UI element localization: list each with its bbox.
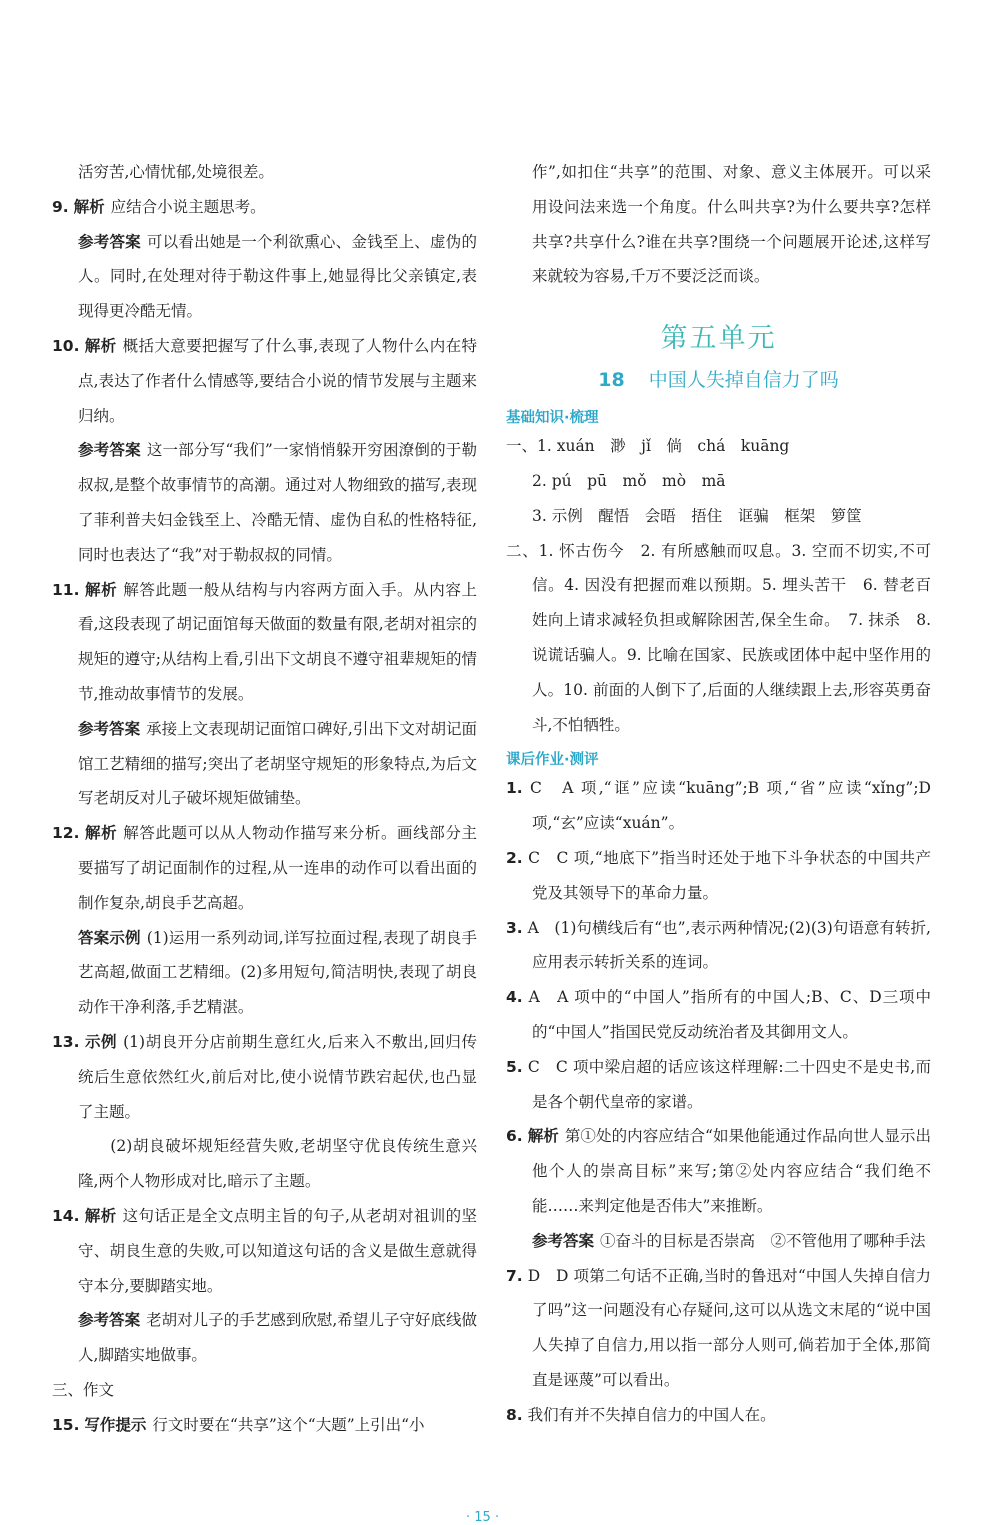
section-heading-basic: 基础知识·梳理 — [506, 410, 599, 427]
paragraph — [52, 1408, 477, 1443]
paragraph-text: C A 项,“诓”应读“kuāng”;B 项,“省”应读“xǐng”;D 项,“玄”应读“xuán”。 — [530, 779, 931, 833]
paragraph-text: (1)胡良开分店前期生意红火,后来入不敷出,回归传统后生意依然红火,前后对比,使小说情节跌宕起伏,也凸显了主题。 — [78, 1032, 477, 1121]
answer-label: 解析 — [73, 197, 105, 216]
paragraph — [506, 1224, 931, 1259]
paragraph-text: 概括大意要把握写了什么事,表现了人物什么内在特点,表达了作者什么情感等,要结合小说的情节发展与主题来归纳。 — [78, 336, 477, 425]
paragraph-text: 老胡对儿子的手艺感到欣慰,希望儿子守好底线做人,脚踏实地做事。 — [78, 1311, 477, 1365]
answer-label: 解析 — [85, 824, 118, 843]
paragraph-text: C C 项中梁启超的话应该这样理解:二十四史不是史书,而是各个朝代皇帝的家谱。 — [527, 1057, 931, 1111]
paragraph — [52, 1373, 477, 1408]
paragraph — [506, 980, 931, 1050]
section-heading-homework: 课后作业·测评 — [506, 752, 599, 769]
right-mid-block — [506, 429, 931, 742]
item-number: 9. — [52, 197, 69, 216]
item-number: 6. — [506, 1127, 523, 1146]
paragraph-text: 应结合小说主题思考。 — [110, 197, 266, 216]
paragraph — [52, 1303, 477, 1373]
answer-label: 解析 — [85, 580, 118, 599]
answer-label: 解析 — [84, 1206, 117, 1225]
paragraph-text: (2)胡良破坏规矩经营失败,老胡坚守优良传统生意兴隆,两个人物形成对比,暗示了主题。 — [78, 1137, 477, 1191]
answer-label: 参考答案 — [78, 1311, 141, 1330]
answer-label: 写作提示 — [84, 1415, 147, 1434]
answer-label: 参考答案 — [532, 1231, 595, 1250]
paragraph-text: 活穷苦,心情忧郁,处境很差。 — [78, 163, 274, 181]
paragraph-text: 我们有并不失掉自信力的中国人在。 — [527, 1405, 776, 1424]
paragraph-text: 行文时要在“共享”这个“大题”上引出“小 — [152, 1415, 425, 1434]
lesson-number: 18 — [598, 369, 625, 392]
paragraph-text: 解答此题一般从结构与内容两方面入手。从内容上看,这段表现了胡记面馆每天做面的数量有限,老胡对祖宗的规矩的遵守;从结构上看,引出下文胡良不遵守祖辈规矩的情节,推动故事情节的发展。 — [78, 580, 477, 703]
paragraph-text: A A 项中的“中国人”指所有的中国人;B、C、D三项中的“中国人”指国民党反动统治者及其御用文人。 — [528, 988, 931, 1041]
lesson-name: 中国人失掉自信力了吗 — [648, 369, 839, 392]
unit-title: 第五单元 — [660, 323, 777, 355]
paragraph-text: 第①处的内容应结合“如果他能通过作品向世人显示出他个人的崇高目标”来写;第②处内容应结合“我们绝不能……来判定他是否伟大”来推断。 — [532, 1127, 931, 1215]
paragraph — [52, 921, 477, 1025]
item-number: 13. — [52, 1032, 80, 1051]
item-number: 3. — [506, 918, 523, 937]
answer-label: 解析 — [527, 1127, 559, 1146]
item-number: 8. — [506, 1405, 523, 1424]
paragraph — [52, 225, 477, 329]
paragraph-text: 3. 示例 醒悟 会晤 捂住 诓骗 框架 箩筐 — [532, 506, 862, 525]
paragraph-text: 解答此题可以从人物动作描写来分析。画线部分主要描写了胡记面制作的过程,从一连串的动作可以看出面的制作复杂,胡良手艺高超。 — [78, 824, 477, 912]
paragraph-text: C C 项,“地底下”指当时还处于地下斗争状态的中国共产党及其领导下的革命力量。 — [528, 848, 931, 902]
answer-label: 参考答案 — [78, 232, 141, 251]
item-number: 11. — [52, 580, 80, 599]
paragraph — [52, 433, 477, 572]
paragraph-text: 2. pú pū mǒ mò mā — [532, 471, 726, 490]
paragraph — [52, 155, 477, 190]
paragraph — [506, 1259, 931, 1398]
item-number: 1. — [506, 779, 523, 798]
paragraph — [52, 329, 477, 433]
paragraph-text: 三、作文 — [52, 1380, 115, 1399]
paragraph — [506, 499, 931, 534]
item-number: 12. — [52, 824, 80, 843]
page-number: · 15 · — [466, 1510, 500, 1525]
paragraph-text: (1)运用一系列动词,详写拉面过程,表现了胡良手艺高超,做面工艺精细。(2)多用短句,简洁明快,表现了胡良动作干净利落,手艺精湛。 — [78, 928, 477, 1017]
lesson-title — [506, 365, 931, 392]
paragraph — [506, 464, 931, 499]
answer-label: 参考答案 — [78, 719, 141, 738]
paragraph-text: ①奋斗的目标是否崇高 ②不管他用了哪种手法 — [600, 1231, 926, 1250]
paragraph — [506, 534, 931, 743]
paragraph-text: 一、1. xuán 渺 jǐ 倘 chá kuāng — [506, 437, 790, 456]
paragraph — [506, 841, 931, 911]
paragraph — [506, 429, 931, 464]
answer-label: 参考答案 — [78, 441, 141, 460]
paragraph — [52, 1129, 477, 1199]
right-column — [506, 155, 931, 1433]
right-bottom-block — [506, 771, 931, 1432]
paragraph — [506, 911, 931, 981]
item-number: 4. — [506, 988, 523, 1007]
item-number: 14. — [52, 1206, 80, 1225]
paragraph-text: 这句话正是全文点明主旨的句子,从老胡对祖训的坚守、胡良生意的失败,可以知道这句话的含义是做生意就得守本分,要脚踏实地。 — [78, 1206, 477, 1295]
paragraph-text: 作”,如扣住“共享”的范围、对象、意义主体展开。可以采用设问法来选一个角度。什么叫共享?为什么要共享?怎样共享?共享什么?谁在共享?围绕一个问题展开论述,这样写来就较为容易,千万不要泛泛而谈。 — [532, 163, 931, 286]
paragraph-text: 可以看出她是一个利欲熏心、金钱至上、虚伪的人。同时,在处理对待于勒这件事上,她显得比父亲镇定,表现得更冷酷无情。 — [78, 232, 477, 321]
paragraph-text: A (1)句横线后有“也”,表示两种情况;(2)(3)句语意有转折,应用表示转折关系的连词。 — [527, 918, 931, 972]
paragraph-text: 二、1. 怀古伤今 2. 有所感触而叹息。3. 空而不切实,不可信。4. 因没有把握而难以预期。5. 埋头苦干 6. 替老百姓向上请求减轻负担或解除困苦,保全生命。 7. 抹杀 8. 说谎话骗人。9. 比喻在国家、民族或团体中起中坚作用的人。10. 前面的人倒下了,后面的人继续跟上去,形容英勇奋斗,不怕牺牲。 — [506, 541, 931, 734]
paragraph-text: 这一部分写“我们”一家悄悄躲开穷困潦倒的于勒叔叔,是整个故事情节的高潮。通过对人物细致的描写,表现了菲利普夫妇金钱至上、冷酷无情、虚伪自私的性格特征,同时也表达了“我”对于勒叔叔的同情。 — [78, 441, 477, 564]
paragraph — [506, 1398, 931, 1433]
item-number: 10. — [52, 336, 80, 355]
paragraph — [52, 712, 477, 816]
paragraph — [506, 1050, 931, 1120]
paragraph — [52, 1199, 477, 1303]
item-number: 15. — [52, 1415, 80, 1434]
item-number: 7. — [506, 1266, 523, 1285]
paragraph — [506, 155, 931, 294]
paragraph — [52, 190, 477, 225]
left-column — [52, 155, 477, 1442]
paragraph-text: D D 项第二句话不正确,当时的鲁迅对“中国人失掉自信力了吗”这一问题没有心存疑问,这可以从选文末尾的“说中国人失掉了自信力,用以指一部分人则可,倘若加于全体,那简直是诬蔑”可以看出。 — [527, 1266, 931, 1389]
item-number: 5. — [506, 1057, 523, 1076]
paragraph — [506, 771, 931, 841]
item-number: 2. — [506, 848, 523, 867]
paragraph — [52, 816, 477, 920]
answer-label: 答案示例 — [78, 928, 141, 947]
paragraph — [52, 573, 477, 712]
answer-label: 解析 — [84, 336, 117, 355]
answer-label: 示例 — [84, 1032, 118, 1051]
paragraph — [52, 1025, 477, 1129]
right-top-block — [506, 155, 931, 294]
paragraph-text: 承接上文表现胡记面馆口碑好,引出下文对胡记面馆工艺精细的描写;突出了老胡坚守规矩的形象特点,为后文写老胡反对儿子破坏规矩做铺垫。 — [78, 719, 477, 808]
paragraph — [506, 1119, 931, 1223]
